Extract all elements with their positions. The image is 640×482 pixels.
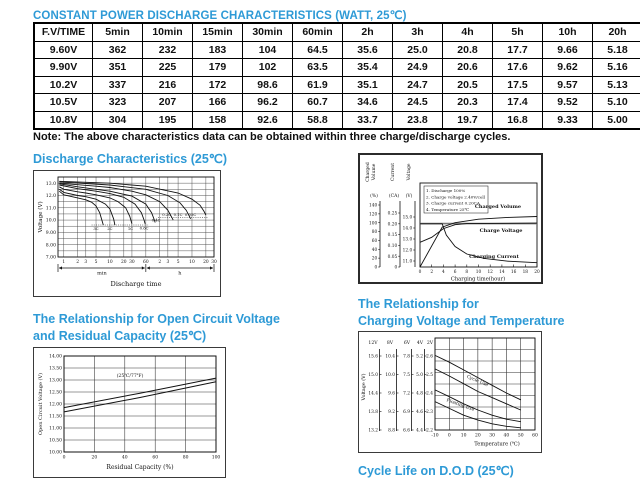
series-label: 0.4C: [151, 217, 161, 223]
table-row: [34, 59, 640, 77]
x-tick-label: 60: [152, 455, 159, 461]
cell: 207: [143, 94, 193, 112]
x-tick-label: 100: [211, 455, 221, 461]
series-label: 0.1C: [173, 211, 183, 217]
y-tick-label: 10.50: [49, 438, 62, 444]
x-tick-label: 20: [121, 260, 127, 265]
y-tick-label: 12.0: [402, 248, 413, 254]
x-tick-label: 8: [465, 270, 469, 275]
scale-tick-label: 7.5: [403, 373, 410, 379]
cell: 9.66: [543, 41, 593, 59]
cell: 166: [193, 94, 243, 112]
y-tick-label: 8.00: [45, 243, 56, 249]
col-header: F.V/TIME: [34, 23, 93, 41]
scale-tick-label: 13.2: [368, 428, 378, 434]
series-lower: [64, 382, 216, 412]
scale-tick-label: 5.2: [416, 354, 423, 360]
cell: 92.6: [243, 111, 293, 129]
x-axis-label: Temperature (℃): [474, 441, 520, 448]
cell: 179: [193, 59, 243, 77]
x-tick-label: 60: [532, 433, 538, 439]
scale-tick-label: 4.4: [416, 428, 423, 434]
scale-tick-label: 14.4: [368, 391, 378, 397]
col-header: 5h: [493, 23, 543, 41]
band-label: Floating Use: [445, 398, 475, 413]
x-tick-label: 40: [121, 455, 128, 461]
x-tick-label: 20: [203, 260, 209, 265]
scale-tick-label: 7.8: [403, 354, 410, 360]
x-tick-label: 30: [211, 260, 217, 265]
y-tick-label: 20: [371, 256, 378, 262]
x-axis-label: Discharge time: [110, 280, 162, 288]
cell: 216: [143, 76, 193, 94]
scale-header: 6V: [403, 341, 411, 346]
x-tick-label: 0: [62, 455, 66, 461]
x-tick-label: 20: [534, 270, 540, 275]
y-axis-unit: (V): [405, 194, 413, 199]
temp-chart-title: [358, 296, 565, 330]
y-tick-label: 10.00: [49, 450, 62, 456]
cell: 195: [143, 111, 193, 129]
ocv-chart-title-line2: and Residual Capacity (25℃): [33, 329, 207, 343]
col-header: 3h: [393, 23, 443, 41]
cell: 20.3: [443, 94, 493, 112]
y-tick-label: 11.00: [49, 426, 62, 432]
x-tick-label: 60: [143, 260, 149, 265]
y-axis-label: Voltage (V): [38, 201, 44, 233]
x-tick-label: 0: [418, 270, 422, 275]
y-axis-unit: (CA): [388, 194, 400, 199]
x-tick-label: 16: [510, 270, 517, 275]
y-tick-label: 80: [371, 230, 378, 236]
series-label: Charge Voltage: [479, 228, 523, 234]
y-tick-label: 0.25: [387, 211, 398, 217]
charging-characteristics-chart: [358, 153, 543, 284]
y-axis-title: Volume: [372, 163, 377, 181]
ocv-chart-title: [33, 311, 280, 345]
y-tick-label: 11.50: [49, 414, 62, 420]
x-tick-label: 18: [522, 270, 529, 275]
y-tick-label: 14.0: [402, 226, 413, 232]
cell: 158: [193, 111, 243, 129]
series-label: 0.2C: [162, 211, 172, 217]
cell: 63.5: [293, 59, 343, 77]
cell: 25.0: [393, 41, 443, 59]
scale-tick-label: 15.0: [368, 373, 378, 379]
table-note: Note: The above characteristics data can be obtained within three charge/discharge cycles.: [33, 131, 511, 143]
cell: 16.8: [493, 111, 543, 129]
y-tick-label: 9.00: [45, 230, 56, 236]
col-header: 10h: [543, 23, 593, 41]
x-tick-label: 2: [76, 260, 80, 265]
y-tick-label: 0.05: [387, 254, 398, 260]
cell: 98.6: [243, 76, 293, 94]
scale-tick-label: 2.5: [426, 373, 433, 379]
cell: 23.8: [393, 111, 443, 129]
discharge-chart: [33, 170, 221, 297]
cell: 351: [93, 59, 143, 77]
x-tick-label: 0: [447, 433, 451, 439]
cell: 5.13: [593, 76, 640, 94]
scale-tick-label: 8.8: [388, 428, 395, 434]
x-tick-label: 10: [475, 270, 482, 275]
temp-chart-title-line2: Charging Voltage and Temperature: [358, 314, 565, 328]
cell: 9.90V: [34, 59, 93, 77]
scale-tick-label: 4.6: [416, 410, 423, 416]
y-tick-label: 60: [371, 239, 378, 245]
scale-header: 8V: [386, 341, 394, 346]
table-row: [34, 111, 640, 129]
legend-line: 3. Charge current 0.20CA: [426, 200, 480, 206]
series-0.4C: [59, 184, 155, 223]
discharge-svg: [34, 171, 219, 294]
cell: 24.9: [393, 59, 443, 77]
col-header: 60min: [293, 23, 343, 41]
y-tick-label: 10.0: [45, 218, 56, 224]
cell: 17.4: [493, 94, 543, 112]
y-tick-label: 100: [368, 221, 378, 227]
cell: 232: [143, 41, 193, 59]
cell: 10.2V: [34, 76, 93, 94]
cell: 104: [243, 41, 293, 59]
x-unit-label: h: [178, 270, 182, 277]
col-header: 2h: [343, 23, 393, 41]
y-tick-label: 11.0: [402, 259, 413, 265]
cell: 60.7: [293, 94, 343, 112]
y-tick-label: 13.0: [45, 181, 56, 187]
cell: 9.52: [543, 94, 593, 112]
col-header: 5min: [93, 23, 143, 41]
cell: 20.8: [443, 41, 493, 59]
cell: 17.6: [493, 59, 543, 77]
series-0.05C: [59, 181, 206, 215]
y-tick-label: 12.00: [49, 402, 62, 408]
y-tick-label: 0.10: [387, 244, 398, 249]
scale-tick-label: 2.4: [426, 391, 433, 397]
x-tick-label: 50: [517, 433, 524, 439]
cell: 304: [93, 111, 143, 129]
cell: 17.7: [493, 41, 543, 59]
scale-tick-label: 4.8: [416, 391, 423, 397]
y-tick-label: 12.0: [45, 194, 56, 200]
x-tick-label: 3: [166, 260, 170, 265]
y-tick-label: 0: [394, 265, 398, 271]
x-tick-label: 10: [460, 433, 467, 439]
legend-line: 2. Charge voltage 2.40V/cell: [426, 194, 486, 200]
cell: 35.4: [343, 59, 393, 77]
scale-tick-label: 2.3: [426, 410, 433, 416]
scale-tick-label: 7.2: [403, 391, 410, 397]
cell: 64.5: [293, 41, 343, 59]
series-label: 0.05C: [184, 211, 197, 217]
x-tick-label: 12: [487, 270, 493, 275]
y-tick-label: 7.00: [45, 255, 56, 261]
y-axis-label: Voltage (V): [362, 373, 367, 401]
y-axis-unit: (%): [370, 194, 378, 199]
col-header: 10min: [143, 23, 193, 41]
ocv-residual-capacity-chart: [33, 347, 226, 478]
x-tick-label: 1: [62, 260, 66, 265]
x-tick-label: 80: [182, 455, 189, 461]
cell: 24.7: [393, 76, 443, 94]
cell: 33.7: [343, 111, 393, 129]
scale-header: 2V: [426, 341, 434, 346]
series-label: 0.6C: [139, 225, 149, 231]
cell: 20.5: [443, 76, 493, 94]
x-tick-label: 10: [189, 260, 195, 265]
y-tick-label: 40: [371, 247, 378, 253]
x-tick-label: 5: [176, 260, 180, 265]
scale-tick-label: 2.2: [426, 428, 433, 434]
x-tick-label: 4: [442, 270, 445, 275]
charging-svg: [360, 155, 541, 282]
table-row: [34, 76, 640, 94]
y-tick-label: 14.00: [49, 354, 62, 360]
cell: 20.6: [443, 59, 493, 77]
band-label: Cycle Use: [465, 374, 489, 389]
y-tick-label: 140: [368, 203, 378, 209]
cell: 5.10: [593, 94, 640, 112]
ocv-svg: [34, 348, 224, 476]
x-tick-label: 20: [91, 455, 98, 461]
scale-header: 12V: [368, 341, 378, 346]
series-label: Charging Current: [469, 254, 519, 260]
cell: 225: [143, 59, 193, 77]
scale-tick-label: 6.9: [403, 410, 410, 416]
discharge-chart-title: Discharge Characteristics (25℃): [33, 152, 227, 166]
table-row: [34, 41, 640, 59]
x-tick-label: 2: [158, 260, 162, 265]
scale-tick-label: 2.6: [426, 354, 433, 360]
y-tick-label: 0: [374, 265, 378, 271]
y-tick-label: 12.50: [49, 390, 62, 396]
series-label: Charged Volume: [474, 204, 522, 210]
cell: 102: [243, 59, 293, 77]
scale-header: 4V: [416, 341, 424, 346]
table-row: [34, 94, 640, 112]
cell: 19.7: [443, 111, 493, 129]
page-title: CONSTANT POWER DISCHARGE CHARACTERISTICS (WATT, 25℃): [33, 10, 407, 22]
x-tick-label: 20: [474, 433, 481, 439]
series-label: 2C: [107, 226, 113, 232]
cell: 9.62: [543, 59, 593, 77]
y-tick-label: 13.0: [402, 237, 413, 243]
series-2C: [59, 189, 115, 225]
x-tick-label: 6: [453, 270, 457, 275]
y-axis-title: Charged: [366, 162, 371, 182]
y-axis-label: Open Circuit Voltage (V): [38, 372, 44, 436]
x-tick-label: 14: [499, 270, 505, 275]
cell: 183: [193, 41, 243, 59]
x-axis-label: Residual Capacity (%): [106, 464, 174, 471]
x-tick-label: 30: [489, 433, 496, 439]
scale-tick-label: 10.0: [385, 373, 395, 379]
x-tick-label: 40: [503, 433, 510, 439]
cell: 172: [193, 76, 243, 94]
x-tick-label: -10: [431, 433, 439, 439]
scale-tick-label: 15.6: [368, 354, 378, 360]
cell: 5.18: [593, 41, 640, 59]
series-label: 3C: [93, 226, 99, 232]
x-tick-label: 5: [94, 260, 98, 265]
scale-tick-label: 6.6: [403, 428, 410, 434]
cell: 35.1: [343, 76, 393, 94]
cell: 17.5: [493, 76, 543, 94]
y-tick-label: 15.0: [402, 215, 413, 221]
x-tick-label: 3: [84, 260, 88, 265]
cell: 9.57: [543, 76, 593, 94]
cell: 9.33: [543, 111, 593, 129]
cell: 362: [93, 41, 143, 59]
col-header: 20h: [593, 23, 640, 41]
y-tick-label: 0.20: [387, 222, 398, 228]
charging-voltage-temperature-chart: [358, 331, 542, 453]
scale-tick-label: 5.0: [416, 373, 423, 379]
temp-chart-title-line1: The Relationship for: [358, 297, 479, 311]
series-label: 1C: [127, 226, 134, 232]
cell: 9.60V: [34, 41, 93, 59]
cycle-life-title: Cycle Life on D.O.D (25℃): [358, 464, 514, 478]
y-axis-title: Current: [391, 162, 396, 182]
temp-svg: [359, 332, 540, 451]
y-tick-label: 13.00: [49, 378, 62, 384]
y-axis-title: Voltage: [407, 163, 412, 181]
scale-tick-label: 13.8: [368, 410, 378, 416]
x-tick-label: 10: [107, 260, 113, 265]
cell: 323: [93, 94, 143, 112]
legend-line: 1. Discharge 100%: [426, 188, 466, 193]
scale-tick-label: 9.2: [388, 410, 395, 416]
cell: 10.5V: [34, 94, 93, 112]
cell: 24.5: [393, 94, 443, 112]
table-header-row: [34, 23, 640, 41]
cell: 58.8: [293, 111, 343, 129]
y-tick-label: 13.50: [49, 366, 62, 372]
cell: 96.2: [243, 94, 293, 112]
cell: 61.9: [293, 76, 343, 94]
cell: 10.8V: [34, 111, 93, 129]
cell: 35.6: [343, 41, 393, 59]
ocv-chart-title-line1: The Relationship for Open Circuit Voltage: [33, 312, 281, 326]
annotation: (25℃/77℉): [116, 374, 144, 379]
scale-tick-label: 9.6: [388, 391, 395, 397]
cell: 337: [93, 76, 143, 94]
col-header: 15min: [193, 23, 243, 41]
col-header: 4h: [443, 23, 493, 41]
scale-tick-label: 10.4: [385, 354, 395, 360]
x-axis-label: Charging time(hour): [450, 276, 506, 282]
x-tick-label: 30: [129, 260, 135, 265]
cell: 5.00: [593, 111, 640, 129]
cell: 34.6: [343, 94, 393, 112]
y-tick-label: 11.0: [45, 206, 56, 212]
x-tick-label: 2: [430, 270, 434, 275]
x-unit-label: min: [97, 270, 107, 277]
power-discharge-table: [33, 22, 640, 130]
series-upper: [64, 378, 216, 408]
legend-line: 4. Temperature 25℃: [426, 206, 470, 212]
y-tick-label: 0.15: [387, 233, 398, 239]
cell: 5.16: [593, 59, 640, 77]
y-tick-label: 120: [368, 212, 378, 218]
col-header: 30min: [243, 23, 293, 41]
